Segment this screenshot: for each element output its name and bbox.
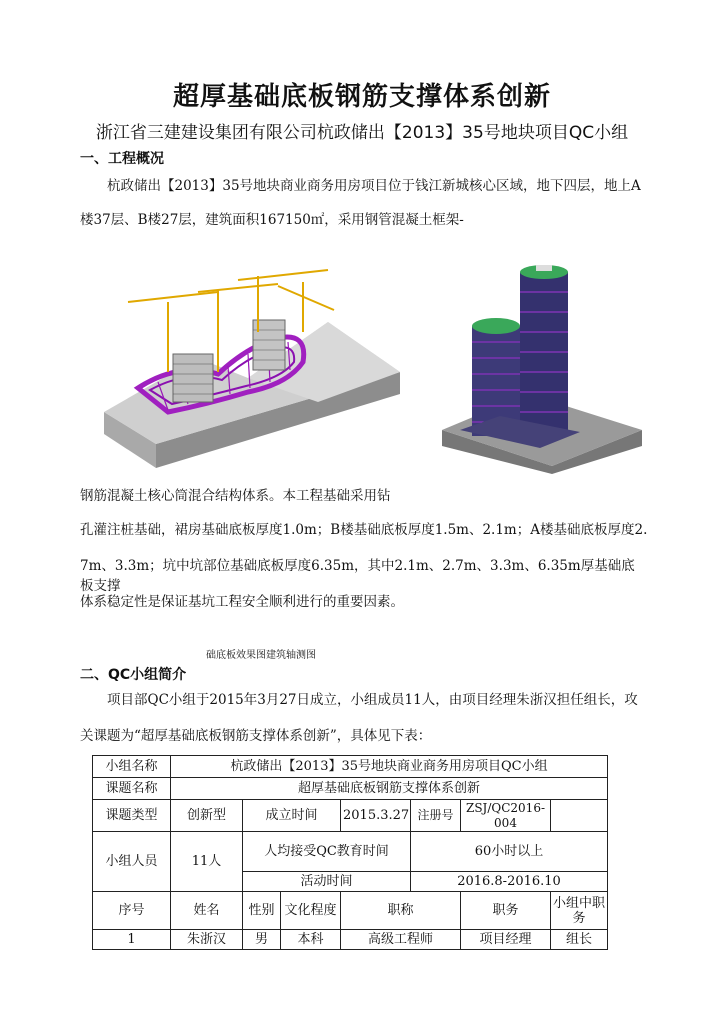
type-value: 创新型 <box>171 800 243 832</box>
founded-label: 成立时间 <box>243 800 341 832</box>
reg-value: ZSJ/QC2016-004 <box>461 800 551 832</box>
table-cell: 男 <box>243 930 281 950</box>
reg-label: 注册号 <box>411 800 461 832</box>
col-header: 职称 <box>341 892 461 930</box>
table-cell: 1 <box>93 930 171 950</box>
group-name-value: 杭政储出【2013】35号地块商业商务用房项目QC小组 <box>171 756 608 778</box>
section-heading-qc: 二、QC小组简介 <box>80 667 187 683</box>
col-header: 性别 <box>243 892 281 930</box>
paragraph-line: 体系稳定性是保证基坑工程安全顺利进行的重要因素。 <box>80 594 404 610</box>
col-header: 姓名 <box>171 892 243 930</box>
col-header: 职务 <box>461 892 551 930</box>
group-name-label: 小组名称 <box>93 756 171 778</box>
paragraph-line: 关课题为“超厚基础底板钢筋支撑体系创新”，具体见下表： <box>80 728 432 744</box>
col-header: 文化程度 <box>281 892 341 930</box>
qc-group-table <box>92 755 608 950</box>
founded-value: 2015.3.27 <box>341 800 411 832</box>
paragraph-line: 杭政储出【2013】35号地块商业商务用房项目位于钱江新城核心区域，地下四层，地上A <box>107 178 641 194</box>
activity-value: 2016.8-2016.10 <box>411 872 608 892</box>
page-subtitle: 浙江省三建建设集团有限公司杭政储出【2013】35号地块项目QC小组 <box>95 123 629 143</box>
edu-label: 人均接受QC教育时间 <box>243 832 411 872</box>
tower-axonometric-image <box>440 262 642 474</box>
col-header: 序号 <box>93 892 171 930</box>
table-cell: 高级工程师 <box>341 930 461 950</box>
section-heading-overview: 一、工程概况 <box>80 151 164 167</box>
topic-label: 课题名称 <box>93 778 171 800</box>
table-cell: 本科 <box>281 930 341 950</box>
topic-value: 超厚基础底板钢筋支撑体系创新 <box>171 778 608 800</box>
foundation-render-image <box>98 262 410 474</box>
table-cell: 项目经理 <box>461 930 551 950</box>
paragraph-line: 7m、3.3m；坑中坑部位基础底板厚度6.35m，其中2.1m、2.7m、3.3m、6.35m厚基础底板支撑 <box>80 558 635 594</box>
type-label: 课题类型 <box>93 800 171 832</box>
table-cell: 组长 <box>551 930 608 950</box>
paragraph-line: 项目部QC小组于2015年3月27日成立，小组成员11人，由项目经理朱浙汉担任组长，攻 <box>107 692 638 708</box>
col-header: 小组中职务 <box>551 892 608 930</box>
page-title: 超厚基础底板钢筋支撑体系创新 <box>172 82 551 112</box>
table-cell: 朱浙汉 <box>171 930 243 950</box>
figure-caption: 础底板效果图建筑轴测图 <box>206 650 316 661</box>
members-value: 11人 <box>171 832 243 892</box>
paragraph-line: 楼37层、B楼27层，建筑面积167150㎡，采用钢管混凝土框架- <box>80 212 464 228</box>
edu-value: 60小时以上 <box>411 832 608 872</box>
activity-label: 活动时间 <box>243 872 411 892</box>
paragraph-line: 钢筋混凝土核心筒混合结构体系。本工程基础采用钻 <box>80 488 391 504</box>
table-row <box>93 930 608 950</box>
paragraph-line: 孔灌注桩基础，裙房基础底板厚度1.0m；B楼基础底板厚度1.5m、2.1m；A楼基础底板厚度2. <box>80 522 648 538</box>
reg-spacer <box>551 800 608 832</box>
members-label: 小组人员 <box>93 832 171 892</box>
